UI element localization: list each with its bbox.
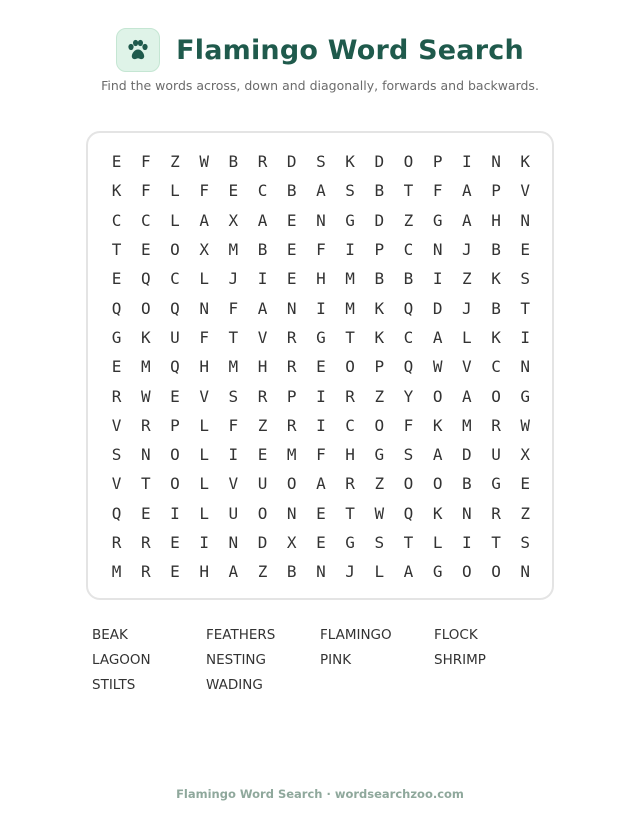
grid-cell[interactable]: K [374, 298, 385, 318]
grid-cell[interactable]: B [374, 181, 385, 201]
grid-cell[interactable]: R [345, 386, 355, 406]
grid-cell[interactable]: W [374, 503, 385, 523]
grid-cell[interactable]: L [199, 415, 209, 435]
grid-cell[interactable]: S [520, 533, 531, 552]
grid-cell[interactable]: D [374, 152, 385, 172]
grid-cell[interactable]: F [316, 445, 326, 465]
grid-cell[interactable]: G [432, 562, 443, 582]
grid-cell[interactable]: A [403, 562, 414, 582]
grid-cell[interactable]: X [228, 210, 239, 230]
grid-cell[interactable]: L [199, 503, 209, 523]
grid-cell[interactable]: C [257, 181, 268, 201]
grid-cell[interactable]: H [345, 445, 355, 465]
grid-cell[interactable]: T [491, 533, 501, 552]
grid-cell[interactable]: I [228, 445, 239, 465]
grid-cell[interactable]: E [520, 240, 531, 260]
grid-cell[interactable]: F [432, 181, 443, 201]
grid-cell[interactable]: L [170, 181, 180, 201]
grid-cell[interactable]: N [462, 503, 472, 523]
grid-cell[interactable]: W [432, 357, 443, 377]
grid-cell[interactable]: E [316, 357, 326, 377]
grid-cell[interactable]: O [345, 357, 355, 377]
grid-cell[interactable]: N [491, 152, 501, 172]
paw-print-icon [116, 28, 160, 72]
grid-cell[interactable]: K [140, 327, 151, 347]
grid-cell[interactable]: H [199, 562, 209, 582]
word-list [92, 626, 552, 701]
grid-cell[interactable]: C [345, 415, 355, 435]
grid-cell[interactable]: O [374, 415, 385, 435]
grid-cell[interactable]: N [286, 503, 297, 523]
grid-cell[interactable]: V [520, 181, 531, 201]
grid-cell[interactable]: J [345, 562, 355, 582]
grid-cell[interactable]: M [345, 269, 355, 289]
grid-cell[interactable]: O [491, 562, 501, 582]
grid-cell[interactable]: Z [462, 269, 472, 289]
grid-cell[interactable]: A [316, 181, 326, 201]
word-list-item: WADING [206, 677, 263, 693]
grid-cell[interactable]: M [286, 445, 297, 465]
grid-cell[interactable]: O [286, 474, 297, 494]
grid-cell[interactable]: I [199, 533, 209, 552]
grid-cell[interactable]: A [257, 298, 268, 318]
grid-cell[interactable]: B [491, 298, 501, 318]
instructions: Find the words across, down and diagonally, forwards and backwards. [101, 78, 539, 93]
grid-cell[interactable]: E [286, 240, 297, 260]
grid-cell[interactable]: T [345, 327, 355, 347]
page-title: Flamingo Word Search [176, 34, 524, 66]
grid-cell[interactable]: F [199, 181, 209, 201]
grid-cell[interactable]: Q [140, 269, 151, 289]
grid-cell[interactable]: A [228, 562, 239, 582]
grid-cell[interactable]: N [316, 210, 326, 230]
grid-cell[interactable]: C [491, 357, 501, 377]
grid-cell[interactable]: K [374, 327, 385, 347]
grid-cell[interactable]: B [491, 240, 501, 260]
grid-cell[interactable]: B [286, 181, 297, 201]
grid-cell[interactable]: V [199, 386, 209, 406]
word-list-item: FLOCK [434, 627, 478, 643]
grid-cell[interactable]: I [316, 386, 326, 406]
grid-cell[interactable]: H [316, 269, 326, 289]
grid-cell[interactable]: K [520, 152, 531, 172]
grid-cell[interactable]: Z [403, 210, 414, 230]
grid-cell[interactable]: F [140, 181, 151, 201]
grid-cell[interactable]: K [491, 269, 501, 289]
grid-cell[interactable]: L [432, 533, 443, 552]
grid-cell[interactable]: L [170, 210, 180, 230]
grid-cell[interactable]: R [111, 386, 122, 406]
grid-cell[interactable]: R [140, 562, 151, 582]
grid-cell[interactable]: L [374, 562, 385, 582]
grid-cell[interactable]: S [228, 386, 239, 406]
grid-cell[interactable]: H [199, 357, 209, 377]
grid-cell[interactable]: Z [520, 503, 531, 523]
grid-cell[interactable]: Z [257, 415, 268, 435]
grid-cell[interactable]: R [345, 474, 355, 494]
grid-cell[interactable]: U [170, 327, 180, 347]
grid-cell[interactable]: G [316, 327, 326, 347]
grid-cell[interactable]: S [403, 445, 414, 465]
grid-cell[interactable]: F [316, 240, 326, 260]
grid-cell[interactable]: B [462, 474, 472, 494]
grid-cell[interactable]: I [257, 269, 268, 289]
grid-cell[interactable]: L [462, 327, 472, 347]
grid-cell[interactable]: E [520, 474, 531, 494]
grid-cell[interactable]: I [520, 327, 531, 347]
grid-cell[interactable]: A [199, 210, 209, 230]
grid-cell[interactable]: P [286, 386, 297, 406]
grid-cell[interactable]: A [462, 181, 472, 201]
grid-cell[interactable]: C [140, 210, 151, 230]
grid-cell[interactable]: V [462, 357, 472, 377]
footer: Flamingo Word Search · wordsearchzoo.com [176, 787, 464, 801]
grid-cell[interactable]: R [257, 152, 268, 172]
grid-cell[interactable]: F [199, 327, 209, 347]
grid-cell[interactable]: O [491, 386, 501, 406]
grid-cell[interactable]: O [170, 445, 180, 465]
letter-grid [102, 147, 540, 586]
grid-cell[interactable]: Y [403, 386, 414, 406]
grid-cell[interactable]: W [140, 386, 151, 406]
grid-cell[interactable]: I [345, 240, 355, 260]
grid-cell[interactable]: G [374, 445, 385, 465]
grid-cell[interactable]: I [170, 503, 180, 523]
grid-cell[interactable]: O [432, 474, 443, 494]
grid-cell[interactable]: M [140, 357, 151, 377]
grid-cell[interactable]: X [520, 445, 531, 465]
grid-cell[interactable]: A [432, 327, 443, 347]
grid-cell[interactable]: N [286, 298, 297, 318]
grid-cell[interactable]: A [462, 386, 472, 406]
grid-cell[interactable]: F [228, 415, 239, 435]
grid-cell[interactable]: X [199, 240, 209, 260]
grid-cell[interactable]: S [111, 445, 122, 465]
grid-cell[interactable]: I [462, 533, 472, 552]
grid-cell[interactable]: T [111, 240, 122, 260]
grid-cell[interactable]: E [257, 445, 268, 465]
grid-cell[interactable]: D [286, 152, 297, 172]
grid-cell[interactable]: G [491, 474, 501, 494]
grid-cell[interactable]: G [520, 386, 531, 406]
grid-cell[interactable]: B [286, 562, 297, 582]
grid-cell[interactable]: B [374, 269, 385, 289]
grid-cell[interactable]: P [374, 357, 385, 377]
grid-cell[interactable]: E [140, 240, 151, 260]
grid-cell[interactable]: B [403, 269, 414, 289]
grid-cell[interactable]: R [286, 415, 297, 435]
word-list-item: SHRIMP [434, 652, 486, 668]
grid-cell[interactable]: D [257, 533, 268, 552]
grid-cell[interactable]: M [228, 240, 239, 260]
grid-cell[interactable]: M [462, 415, 472, 435]
grid-cell[interactable]: R [286, 357, 297, 377]
grid-cell[interactable]: I [316, 298, 326, 318]
grid-cell[interactable]: I [432, 269, 443, 289]
grid-cell[interactable]: Q [403, 357, 414, 377]
grid-cell[interactable]: D [462, 445, 472, 465]
grid-cell[interactable]: J [228, 269, 239, 289]
grid-cell[interactable]: L [199, 445, 209, 465]
grid-cell[interactable]: T [520, 298, 531, 318]
grid-cell[interactable]: Q [111, 298, 122, 318]
word-list-item: FEATHERS [206, 627, 276, 643]
grid-cell[interactable]: M [111, 562, 122, 582]
grid-cell[interactable]: S [374, 533, 385, 552]
grid-cell[interactable]: P [374, 240, 385, 260]
grid-cell[interactable]: K [111, 181, 122, 201]
grid-cell[interactable]: R [491, 503, 501, 523]
grid-cell[interactable]: E [170, 562, 180, 582]
grid-cell[interactable]: V [111, 474, 122, 494]
grid-cell[interactable]: W [199, 152, 209, 172]
grid-cell[interactable]: L [199, 474, 209, 494]
word-list-item: LAGOON [92, 652, 151, 668]
grid-cell[interactable]: K [345, 152, 355, 172]
grid-cell[interactable]: O [432, 386, 443, 406]
grid-cell[interactable]: O [170, 240, 180, 260]
grid-cell[interactable]: O [170, 474, 180, 494]
grid-cell[interactable]: V [228, 474, 239, 494]
grid-cell[interactable]: O [257, 503, 268, 523]
grid-cell[interactable]: D [374, 210, 385, 230]
grid-cell[interactable]: Q [403, 298, 414, 318]
grid-cell[interactable]: Q [170, 298, 180, 318]
grid-cell[interactable]: X [286, 533, 297, 552]
grid-cell[interactable]: N [520, 562, 531, 582]
grid-cell[interactable]: Z [170, 152, 180, 172]
grid-cell[interactable]: T [403, 181, 414, 201]
grid-cell[interactable]: R [257, 386, 268, 406]
grid-cell[interactable]: Z [257, 562, 268, 582]
grid-cell[interactable]: I [316, 415, 326, 435]
grid-cell[interactable]: B [257, 240, 268, 260]
grid-cell[interactable]: W [520, 415, 531, 435]
grid-cell[interactable]: G [345, 533, 355, 552]
grid-cell[interactable]: E [170, 386, 180, 406]
grid-cell[interactable]: P [170, 415, 180, 435]
grid-cell[interactable]: P [432, 152, 443, 172]
grid-cell[interactable]: R [286, 327, 297, 347]
grid-cell[interactable]: N [199, 298, 209, 318]
grid-cell[interactable]: N [432, 240, 443, 260]
grid-cell[interactable]: O [462, 562, 472, 582]
grid-cell[interactable]: R [140, 533, 151, 552]
grid-cell[interactable]: H [257, 357, 268, 377]
grid-cell[interactable]: S [345, 181, 355, 201]
header [0, 28, 640, 72]
grid-cell[interactable]: M [228, 357, 239, 377]
grid-cell[interactable]: N [228, 533, 239, 552]
grid-cell[interactable]: N [140, 445, 151, 465]
grid-cell[interactable]: S [520, 269, 531, 289]
grid-cell[interactable]: G [345, 210, 355, 230]
grid-cell[interactable]: E [316, 533, 326, 552]
grid-cell[interactable]: L [199, 269, 209, 289]
grid-cell[interactable]: Z [374, 474, 385, 494]
grid-cell[interactable]: O [403, 152, 414, 172]
grid-cell[interactable]: Q [170, 357, 180, 377]
grid-cell[interactable]: J [462, 240, 472, 260]
grid-cell[interactable]: E [111, 152, 122, 172]
grid-cell[interactable]: E [170, 533, 180, 552]
grid-cell[interactable]: R [491, 415, 501, 435]
grid-cell[interactable]: U [491, 445, 501, 465]
grid-cell[interactable]: O [403, 474, 414, 494]
grid-cell[interactable]: F [403, 415, 414, 435]
grid-cell[interactable]: V [257, 327, 268, 347]
grid-cell[interactable]: G [111, 327, 122, 347]
grid-cell[interactable]: T [228, 327, 239, 347]
grid-cell[interactable]: Z [374, 386, 385, 406]
grid-cell[interactable]: K [491, 327, 501, 347]
grid-cell[interactable]: M [345, 298, 355, 318]
grid-cell[interactable]: C [403, 240, 414, 260]
word-list-item: STILTS [92, 677, 136, 693]
puzzle-grid-frame [86, 131, 554, 600]
grid-cell[interactable]: K [432, 503, 443, 523]
grid-cell[interactable]: E [316, 503, 326, 523]
grid-cell[interactable]: J [462, 298, 472, 318]
grid-cell[interactable]: T [403, 533, 414, 552]
grid-cell[interactable]: E [286, 269, 297, 289]
grid-cell[interactable]: P [491, 181, 501, 201]
grid-cell[interactable]: Q [111, 503, 122, 523]
word-list-item: FLAMINGO [320, 627, 392, 643]
grid-cell[interactable]: F [140, 152, 151, 172]
grid-cell[interactable]: O [140, 298, 151, 318]
grid-cell[interactable]: C [170, 269, 180, 289]
grid-cell[interactable]: A [316, 474, 326, 494]
grid-cell[interactable]: N [316, 562, 326, 582]
word-list-item: BEAK [92, 627, 128, 643]
grid-cell[interactable]: H [491, 210, 501, 230]
grid-cell[interactable]: N [520, 210, 531, 230]
grid-cell[interactable]: E [140, 503, 151, 523]
grid-cell[interactable]: F [228, 298, 239, 318]
grid-cell[interactable]: R [111, 533, 122, 552]
grid-cell[interactable]: I [462, 152, 472, 172]
grid-cell[interactable]: S [316, 152, 326, 172]
grid-cell[interactable]: A [462, 210, 472, 230]
grid-cell[interactable]: N [520, 357, 531, 377]
grid-cell[interactable]: K [432, 415, 443, 435]
word-list-item: NESTING [206, 652, 266, 668]
grid-cell[interactable]: U [257, 474, 268, 494]
grid-cell[interactable]: T [345, 503, 355, 523]
grid-cell[interactable]: R [140, 415, 151, 435]
grid-cell[interactable]: Q [403, 503, 414, 523]
grid-cell[interactable]: E [286, 210, 297, 230]
grid-cell[interactable]: C [403, 327, 414, 347]
grid-cell[interactable]: A [432, 445, 443, 465]
grid-cell[interactable]: U [228, 503, 239, 523]
grid-cell[interactable]: V [111, 415, 122, 435]
grid-cell[interactable]: G [432, 210, 443, 230]
grid-cell[interactable]: E [111, 269, 122, 289]
word-list-item: PINK [320, 652, 352, 668]
grid-cell[interactable]: E [111, 357, 122, 377]
grid-cell[interactable]: C [111, 210, 122, 230]
grid-cell[interactable]: E [228, 181, 239, 201]
grid-cell[interactable]: T [140, 474, 151, 494]
grid-cell[interactable]: A [257, 210, 268, 230]
grid-cell[interactable]: B [228, 152, 239, 172]
grid-cell[interactable]: D [432, 298, 443, 318]
